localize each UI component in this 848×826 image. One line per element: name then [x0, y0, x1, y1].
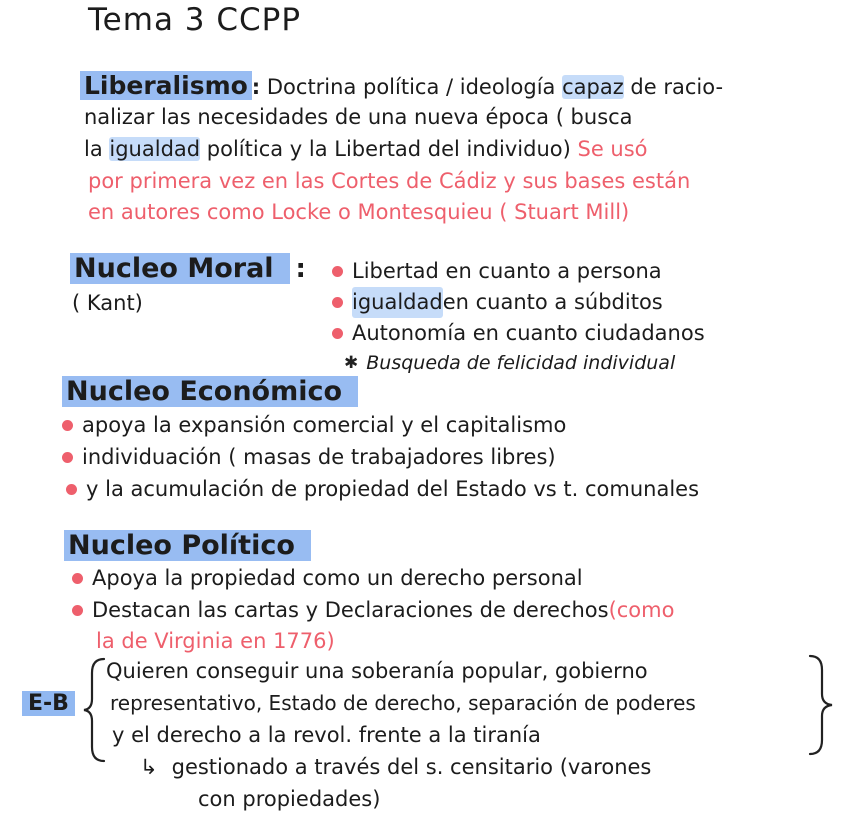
eb-line-1: Quieren conseguir una soberanía popular, gobierno [106, 659, 648, 683]
moral-item-3: Autonomía en cuanto ciudadanos [332, 318, 705, 349]
bullet-dot [66, 484, 77, 495]
eb-line-3: y el derecho a la revol. frente a la tiranía [112, 723, 541, 747]
asterisk-icon: ✱ [344, 353, 359, 373]
liberalismo-line-5: en autores como Locke o Montesquieu ( Stuart Mill) [88, 200, 630, 224]
eb-line-2: representativo, Estado de derecho, separación de poderes [110, 691, 696, 715]
moral-item-2: igualdad en cuanto a súbditos [332, 287, 663, 318]
left-brace-icon [82, 655, 108, 765]
liberalismo-line-3: la igualdad política y la Libertad del individuo) Se usó [84, 137, 648, 161]
capaz-highlight: capaz [562, 75, 624, 99]
politico-item-2-cont: la de Virginia en 1776) [96, 629, 335, 653]
moral-star-item: ✱ Busqueda de felicidad individual [344, 348, 675, 379]
politico-item-2: Destacan las cartas y Declaraciones de derechos (como [72, 595, 674, 626]
economico-item-3: y la acumulación de propiedad del Estado vs t. comunales [66, 474, 699, 505]
economico-heading-row [62, 374, 358, 410]
bullet-dot [72, 573, 83, 584]
economico-item-2: individuación ( masas de trabajadores libres) [62, 442, 556, 473]
right-brace-icon [806, 652, 836, 758]
liberalismo-line-4: por primera vez en las Cortes de Cádiz y sus bases están [88, 169, 691, 193]
eb-sub-line-1: ↳ gestionado a través del s. censitario (varones [140, 755, 652, 779]
moral-item-1: Libertad en cuanto a persona [332, 256, 662, 287]
liberalismo-term: Liberalismo [80, 71, 252, 100]
liberalismo-line-2: nalizar las necesidades de una nueva época ( busca [84, 105, 633, 129]
eb-label: E-B [22, 691, 75, 716]
bullet-dot [332, 297, 343, 308]
politico-heading-row [64, 528, 311, 564]
igualdad-highlight: igualdad [109, 137, 201, 161]
bullet-dot [72, 605, 83, 616]
moral-heading-row: Nucleo Moral : [70, 251, 306, 287]
economico-item-1: apoya la expansión comercial y el capitalismo [62, 410, 566, 441]
igualdad-highlight: igualdad [352, 287, 443, 318]
bullet-dot [332, 266, 343, 277]
eb-sub-line-2: con propiedades) [198, 787, 381, 811]
moral-heading: Nucleo Moral [70, 253, 290, 284]
politico-item-1: Apoya la propiedad como un derecho personal [72, 563, 583, 594]
bullet-dot [62, 420, 73, 431]
bullet-dot [332, 328, 343, 339]
bullet-dot [62, 452, 73, 463]
liberalismo-line-1: Liberalismo : Doctrina política / ideología capaz de racio- [80, 68, 723, 104]
page-title: Tema 3 CCPP [88, 2, 302, 38]
politico-heading: Nucleo Político [64, 530, 311, 561]
economico-heading: Nucleo Económico [62, 376, 358, 407]
arrow-return-icon: ↳ [140, 755, 158, 779]
eb-label-box [22, 688, 75, 720]
moral-subtitle: ( Kant) [72, 291, 143, 315]
